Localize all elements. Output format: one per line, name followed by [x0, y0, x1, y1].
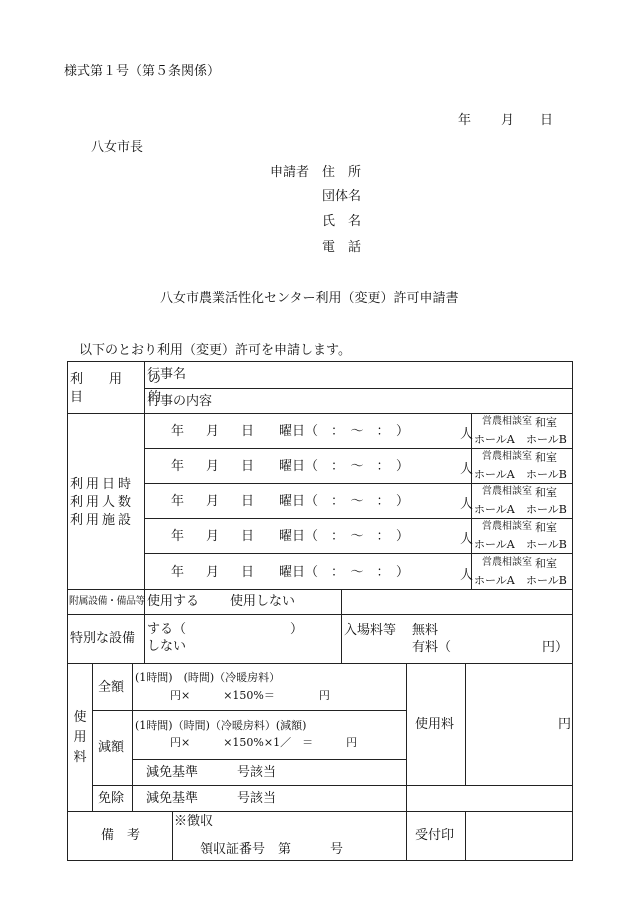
row-year: 年	[171, 459, 185, 474]
special-yes-option[interactable]: する（ ）	[147, 622, 304, 637]
equipment-no-use-option[interactable]: 使用しない	[230, 594, 296, 609]
fee-cell-label: 使用料	[415, 717, 455, 732]
equipment-use-option[interactable]: 使用する	[147, 594, 200, 609]
fee-yen-unit: 円	[558, 717, 572, 732]
event-name-label[interactable]: 行事名	[147, 367, 187, 382]
row-year: 年	[171, 529, 185, 544]
row-month: 月	[206, 529, 220, 544]
facility-consult-room[interactable]: 営農相談室	[482, 486, 532, 497]
row-dow-time: 曜日（ ： 〜 ： ）	[279, 529, 410, 544]
fees-vertical-label: 使用料	[73, 710, 87, 766]
admission-free-option[interactable]: 無料	[412, 623, 439, 638]
row-persons: 人	[460, 532, 474, 547]
row-year: 年	[171, 494, 185, 509]
fee-collection-note: ※徴収	[174, 814, 214, 829]
remarks-label: 備 考	[101, 828, 141, 843]
equipment-label: 附属設備・備品等	[69, 596, 145, 607]
row-dow-time: 曜日（ ： 〜 ： ）	[279, 459, 410, 474]
schedule-label-persons: 利用人数	[70, 495, 135, 510]
date-day: 日	[540, 113, 554, 128]
applicant-name-label: 氏 名	[322, 214, 362, 229]
applicant-label: 申請者	[270, 165, 310, 180]
schedule-label-facility: 利用施設	[70, 513, 135, 528]
reduced-amount-header: (1時間)（時間)（冷暖房料）(減額)	[135, 719, 307, 732]
row-persons: 人	[460, 568, 474, 583]
row-dow-time: 曜日（ ： 〜 ： ）	[279, 424, 410, 439]
applicant-group-label: 団体名	[322, 189, 362, 204]
reception-stamp-label: 受付印	[415, 828, 455, 843]
facility-hall-b[interactable]: ホールB	[526, 468, 567, 481]
reduced-amount-label: 減額	[98, 740, 125, 755]
addressee: 八女市長	[91, 140, 144, 155]
facility-hall-b[interactable]: ホールB	[526, 503, 567, 516]
intro-text: 以下のとおり利用（変更）許可を申請します。	[79, 343, 351, 358]
row-year: 年	[171, 565, 185, 580]
admission-paid-option[interactable]: 有料（ 円）	[412, 640, 569, 655]
row-month: 月	[206, 424, 220, 439]
row-persons: 人	[460, 462, 474, 477]
date-year: 年	[458, 113, 472, 128]
admission-fee-label: 入場料等	[344, 623, 397, 638]
row-month: 月	[206, 565, 220, 580]
exemption-label: 免除	[98, 791, 125, 806]
facility-japanese-room[interactable]: 和室	[535, 451, 557, 464]
full-amount-formula[interactable]: 円× ×150%＝ 円	[170, 689, 330, 702]
facility-hall-a[interactable]: ホールA	[474, 433, 515, 446]
purpose-label-line1: 利 用 の	[70, 372, 162, 387]
row-persons: 人	[460, 427, 474, 442]
row-day: 日	[241, 529, 255, 544]
row-month: 月	[206, 494, 220, 509]
date-month: 月	[501, 113, 515, 128]
facility-hall-b[interactable]: ホールB	[526, 433, 567, 446]
facility-japanese-room[interactable]: 和室	[535, 521, 557, 534]
facility-consult-room[interactable]: 営農相談室	[482, 416, 532, 427]
document-title: 八女市農業活性化センター利用（変更）許可申請書	[160, 291, 459, 306]
row-month: 月	[206, 459, 220, 474]
applicant-address-label: 住 所	[322, 165, 362, 180]
full-amount-label: 全額	[98, 680, 125, 695]
full-amount-header: (1時間) (時間)（冷暖房料）	[135, 671, 281, 684]
special-equipment-label: 特別な設備	[70, 631, 136, 646]
facility-consult-room[interactable]: 営農相談室	[482, 521, 532, 532]
facility-hall-a[interactable]: ホールA	[474, 468, 515, 481]
facility-consult-room[interactable]: 営農相談室	[482, 451, 532, 462]
schedule-label-datetime: 利用日時	[70, 477, 135, 492]
facility-japanese-room[interactable]: 和室	[535, 557, 557, 570]
facility-consult-room[interactable]: 営農相談室	[482, 557, 532, 568]
reduction-standard[interactable]: 減免基準 号該当	[146, 765, 277, 780]
row-persons: 人	[460, 497, 474, 512]
reduced-amount-formula[interactable]: 円× ×150%×1／ ＝ 円	[170, 736, 358, 749]
special-no-option[interactable]: しない	[147, 639, 187, 654]
row-day: 日	[241, 459, 255, 474]
row-day: 日	[241, 565, 255, 580]
facility-japanese-room[interactable]: 和室	[535, 416, 557, 429]
purpose-label-line2: 目 的	[70, 390, 162, 405]
exemption-standard[interactable]: 減免基準 号該当	[146, 791, 277, 806]
facility-hall-b[interactable]: ホールB	[526, 574, 567, 587]
event-content-label[interactable]: 行事の内容	[147, 394, 213, 409]
row-dow-time: 曜日（ ： 〜 ： ）	[279, 565, 410, 580]
facility-hall-b[interactable]: ホールB	[526, 538, 567, 551]
row-year: 年	[171, 424, 185, 439]
applicant-phone-label: 電 話	[322, 240, 362, 255]
row-dow-time: 曜日（ ： 〜 ： ）	[279, 494, 410, 509]
row-day: 日	[241, 494, 255, 509]
form-number: 様式第１号（第５条関係）	[64, 64, 221, 79]
receipt-number[interactable]: 領収証番号 第 号	[200, 842, 344, 857]
facility-hall-a[interactable]: ホールA	[474, 538, 515, 551]
facility-hall-a[interactable]: ホールA	[474, 503, 515, 516]
facility-hall-a[interactable]: ホールA	[474, 574, 515, 587]
row-day: 日	[241, 424, 255, 439]
facility-japanese-room[interactable]: 和室	[535, 486, 557, 499]
